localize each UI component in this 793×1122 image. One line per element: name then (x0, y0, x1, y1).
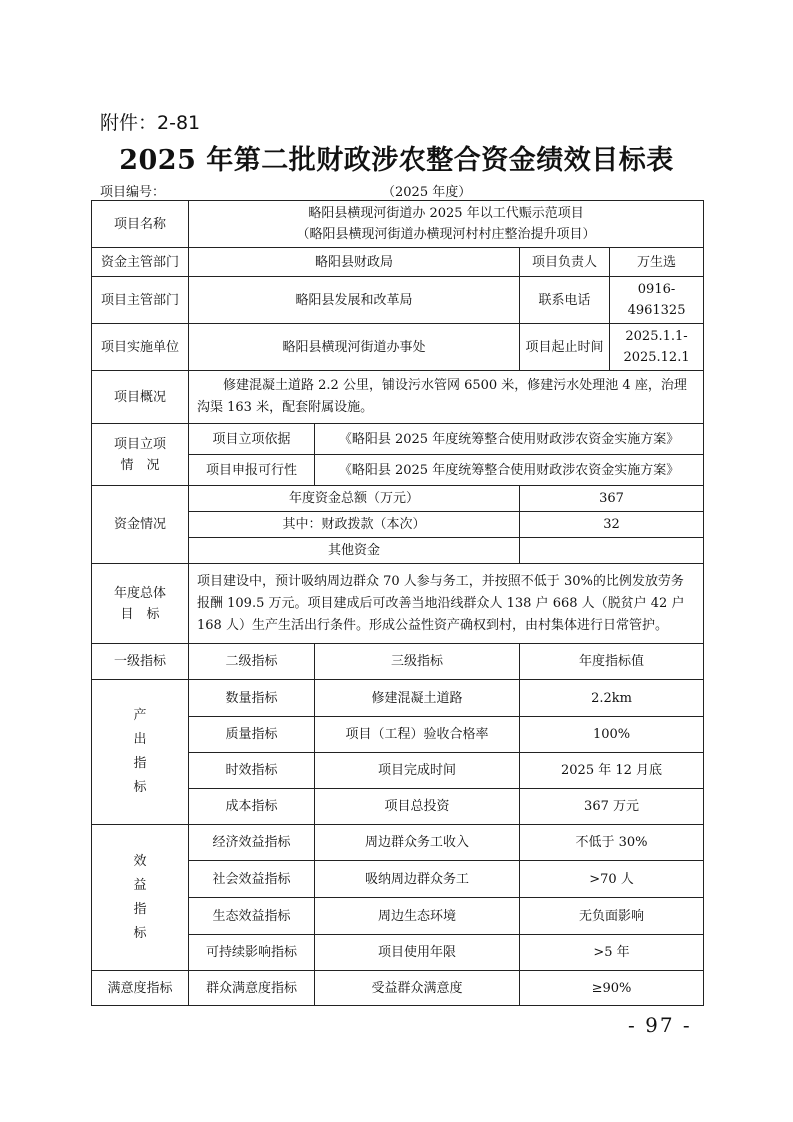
period-value: 2025.1.1-2025.12.1 (610, 324, 704, 371)
goal-label (92, 564, 189, 644)
output-value: 2025 年 12 月底 (520, 753, 704, 789)
funding-other-value (520, 538, 704, 564)
feasibility-label: 项目申报可行性 (189, 455, 315, 486)
approval-label (92, 424, 189, 486)
header-level3: 三级指标 (315, 644, 520, 680)
phone-value: 0916-4961325 (610, 277, 704, 324)
benefit-value: >5 年 (520, 935, 704, 971)
satisfaction-indicator-label: 满意度指标 (92, 971, 189, 1006)
page-number: - 97 - (628, 1013, 692, 1037)
benefit-value: >70 人 (520, 861, 704, 898)
project-dept-value: 略阳县发展和改革局 (189, 277, 520, 324)
project-name-label: 项目名称 (92, 201, 189, 248)
benefit-level2: 可持续影响指标 (189, 935, 315, 971)
leader-value: 万生选 (610, 248, 704, 277)
project-name-line2: （略阳县横现河街道办横现河村村庄整治提升项目） (296, 227, 596, 242)
output-value: 100% (520, 717, 704, 753)
header-level2: 二级指标 (189, 644, 315, 680)
funding-label: 资金情况 (92, 486, 189, 564)
benefit-level2: 经济效益指标 (189, 825, 315, 861)
feasibility-value: 《略阳县 2025 年度统筹整合使用财政涉农资金实施方案》 (315, 455, 704, 486)
basis-label: 项目立项依据 (189, 424, 315, 455)
output-level2: 质量指标 (189, 717, 315, 753)
funding-fiscal-label: 其中：财政拨款（本次） (189, 512, 520, 538)
satisfaction-value: ≥90% (520, 971, 704, 1006)
benefit-level3: 周边生态环境 (315, 898, 520, 935)
impl-unit-label: 项目实施单位 (92, 324, 189, 371)
leader-label: 项目负责人 (520, 248, 610, 277)
approval-label-line1: 项目立项 (113, 436, 166, 452)
output-level2: 时效指标 (189, 753, 315, 789)
benefit-label-char: 益 (133, 877, 147, 893)
output-level2: 数量指标 (189, 680, 315, 717)
benefit-value: 不低于 30% (520, 825, 704, 861)
funding-total-label: 年度资金总额（万元） (189, 486, 520, 512)
page-title: 2025 年第二批财政涉农整合资金绩效目标表 (119, 145, 674, 176)
goal-text: 项目建设中，预计吸纳周边群众 70 人参与务工，并按照不低于 30%的比例发放劳务报酬 109.5 万元。项目建成后可改善当地沿线群众人 138 户 668 人（脱贫户 42 户 168 人）生产生活出行条件。形成公益性资产确权到村，由村集体进行日常管护。 (189, 564, 704, 644)
output-label-char: 标 (133, 780, 147, 795)
output-label-char: 产 (133, 708, 147, 723)
output-label-char: 出 (133, 732, 147, 747)
benefit-indicator-label (92, 825, 189, 971)
benefit-level2: 社会效益指标 (189, 861, 315, 898)
impl-unit-value: 略阳县横现河街道办事处 (189, 324, 520, 371)
annex-label: 附件：2-81 (100, 112, 201, 134)
benefit-level3: 吸纳周边群众务工 (315, 861, 520, 898)
output-level3: 项目（工程）验收合格率 (315, 717, 520, 753)
funding-fiscal-value: 32 (520, 512, 704, 538)
project-name-cell (189, 201, 704, 248)
project-code-label: 项目编号： (100, 185, 166, 200)
funding-total-value: 367 (520, 486, 704, 512)
period-label: 项目起止时间 (520, 324, 610, 371)
fund-dept-value: 略阳县财政局 (189, 248, 520, 277)
goal-label-line2: 目 标 (120, 606, 160, 622)
header-value: 年度指标值 (520, 644, 704, 680)
satisfaction-level2: 群众满意度指标 (189, 971, 315, 1006)
output-label-char: 指 (133, 756, 147, 771)
overview-text: 修建混凝土道路 2.2 公里，铺设污水管网 6500 米，修建污水处理池 4 座，治理沟渠 163 米，配套附属设施。 (189, 371, 704, 424)
overview-label: 项目概况 (92, 371, 189, 424)
fund-dept-label: 资金主管部门 (92, 248, 189, 277)
benefit-level3: 周边群众务工收入 (315, 825, 520, 861)
benefit-label-char: 标 (133, 925, 147, 941)
project-name-line1: 略阳县横现河街道办 2025 年以工代赈示范项目 (308, 206, 584, 221)
output-level2: 成本指标 (189, 789, 315, 825)
benefit-label-char: 指 (133, 901, 147, 917)
satisfaction-level3: 受益群众满意度 (315, 971, 520, 1006)
goal-label-line1: 年度总体 (113, 585, 166, 601)
output-value: 367 万元 (520, 789, 704, 825)
output-level3: 修建混凝土道路 (315, 680, 520, 717)
benefit-value: 无负面影响 (520, 898, 704, 935)
header-level1: 一级指标 (92, 644, 189, 680)
performance-target-table (91, 200, 704, 1006)
approval-label-line2: 情 况 (120, 457, 160, 473)
output-level3: 项目完成时间 (315, 753, 520, 789)
project-dept-label: 项目主管部门 (92, 277, 189, 324)
phone-label: 联系电话 (520, 277, 610, 324)
output-indicator-label (92, 680, 189, 825)
benefit-level3: 项目使用年限 (315, 935, 520, 971)
benefit-level2: 生态效益指标 (189, 898, 315, 935)
basis-value: 《略阳县 2025 年度统筹整合使用财政涉农资金实施方案》 (315, 424, 704, 455)
year-label: （2025 年度） (382, 185, 472, 200)
output-level3: 项目总投资 (315, 789, 520, 825)
funding-other-label: 其他资金 (189, 538, 520, 564)
benefit-label-char: 效 (133, 853, 147, 869)
output-value: 2.2km (520, 680, 704, 717)
